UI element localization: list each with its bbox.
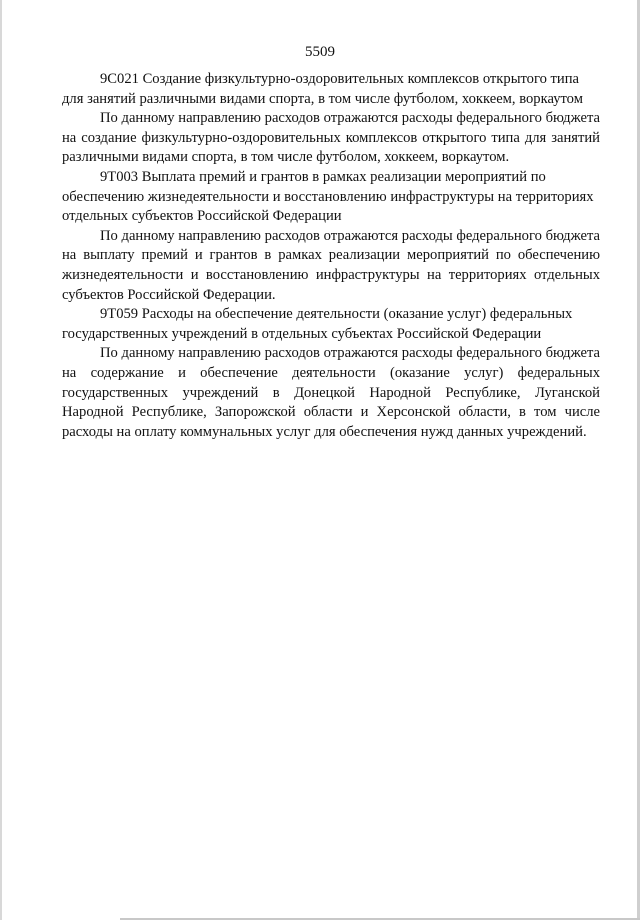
section-heading-9t003: 9Т003 Выплата премий и грантов в рамках реализации мероприятий по обеспечению жизнедеятельности и восстановлению инфраструктуры на территориях отдельных субъектов Российской Федерации (62, 168, 594, 225)
scan-edge-left (0, 0, 2, 920)
document-body (62, 70, 600, 442)
section-heading-9t059: 9Т059 Расходы на обеспечение деятельности (оказание услуг) федеральных государственных учреждений в отдельных субъектах Российской Федерации (62, 306, 573, 342)
section-body-9t003: По данному направлению расходов отражаются расходы федерального бюджета на выплату премий и грантов в рамках реализации мероприятий по обеспечению жизнедеятельности и восстановлению инфраструктуры на территориях отдельных субъектов Российской Федерации. (62, 227, 600, 303)
section-body-9t059: По данному направлению расходов отражаются расходы федерального бюджета на содержание и обеспечение деятельности (оказание услуг) федеральных государственных учреждений в Донецкой Народной Республике, Луганской Народной Республике, Запорожской области и Херсонской области, в том числе расходы на оплату коммунальных услуг для обеспечения нужд данных учреждений. (62, 345, 600, 440)
section-body-9c021: По данному направлению расходов отражаются расходы федерального бюджета на создание физкультурно-оздоровительных комплексов открытого типа для занятий различными видами спорта, в том числе футболом, хоккеем, воркаутом. (62, 110, 600, 166)
page-number: 5509 (305, 44, 335, 60)
section-heading-9c021: 9С021 Создание физкультурно-оздоровительных комплексов открытого типа для занятий различными видами спорта, в том числе футболом, хоккеем, воркаутом (62, 71, 583, 107)
